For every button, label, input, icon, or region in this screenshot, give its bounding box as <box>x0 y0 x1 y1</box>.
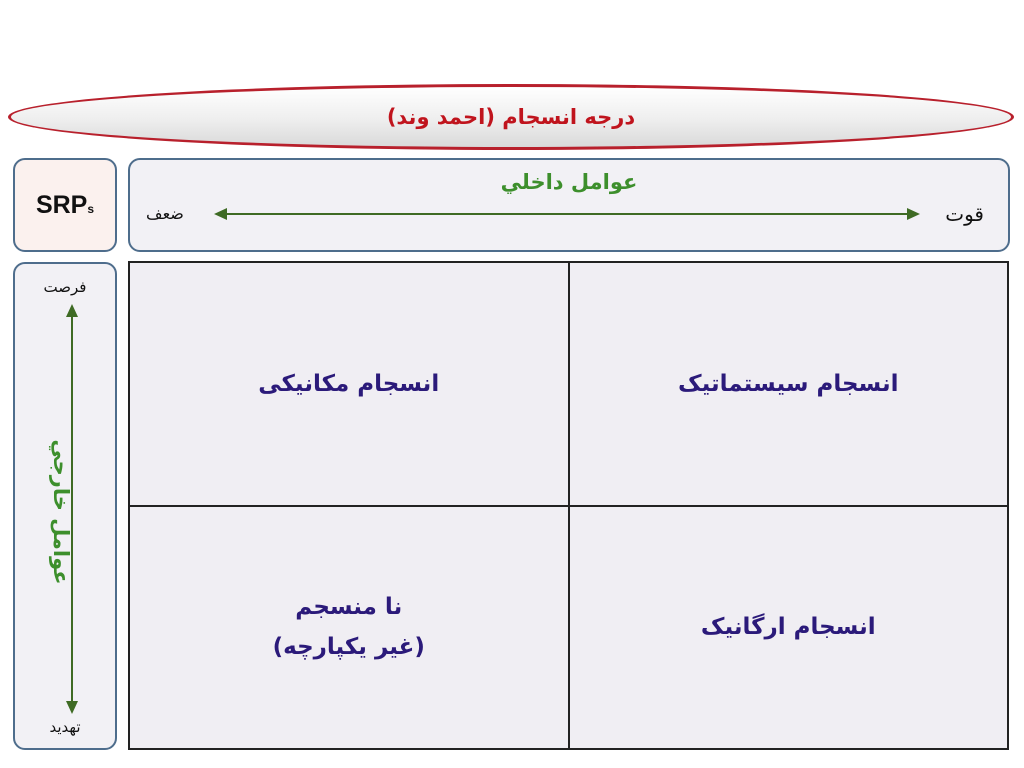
cell-non-integrated <box>129 506 569 750</box>
internal-factors-box <box>128 158 1010 252</box>
cell-mechanical-integration <box>129 262 569 506</box>
cell-systematic-text: انسجام سیستماتیک <box>678 370 899 397</box>
opportunity-label: فرصت <box>43 278 87 296</box>
internal-factors-title: عوامل داخلي <box>500 170 638 194</box>
cell-organic-text: انسجام ارگانیک <box>700 614 876 641</box>
weakness-label: ضعف <box>146 204 184 223</box>
diagram-title: درجه انسجام (احمد وند) <box>386 105 636 129</box>
cell-non-integrated-line2: (غیر یکپارچه) <box>272 634 425 661</box>
threat-label: تهدید <box>49 718 81 736</box>
cell-systematic-integration <box>569 262 1009 506</box>
srp-main: SRP <box>35 190 88 219</box>
external-factors-box <box>13 262 117 750</box>
srp-box <box>13 158 117 252</box>
title-ellipse <box>8 84 1014 150</box>
srp-label <box>36 191 94 220</box>
cell-mechanical-text: انسجام مکانیکی <box>258 370 440 397</box>
integration-matrix <box>128 261 1009 750</box>
cell-non-integrated-line1: نا منسجم <box>295 594 403 620</box>
external-factors-title: عوامل خارجي <box>49 439 73 585</box>
strength-label: قوت <box>945 202 984 226</box>
horizontal-double-arrow-icon <box>214 204 920 224</box>
cell-organic-integration <box>569 506 1009 750</box>
srp-subscript: s <box>87 201 95 216</box>
